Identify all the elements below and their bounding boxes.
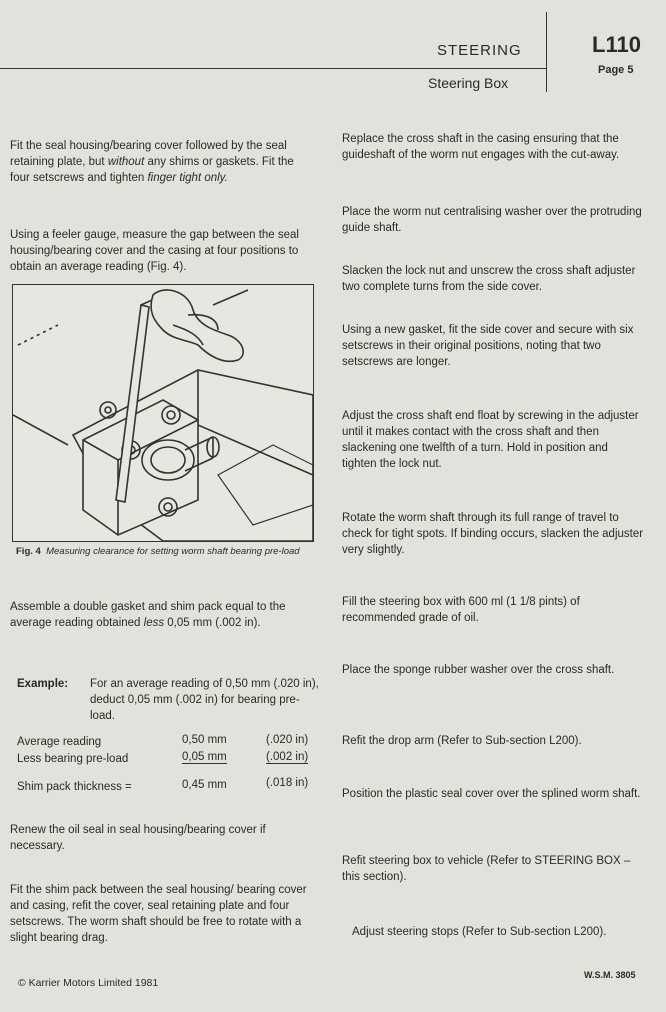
header-divider bbox=[546, 12, 547, 92]
paragraph-step: Adjust the cross shaft end float by screwing in the adjuster until it makes contact with the cross shaft and then slackening one twelfth of a turn. Hold in position and tighten the lock nut. bbox=[342, 410, 639, 470]
subsection-title: Steering Box bbox=[428, 75, 509, 91]
table-row bbox=[17, 781, 132, 793]
copyright-footer: © Karrier Motors Limited 1981 bbox=[18, 977, 159, 989]
figure-4-illustration bbox=[12, 284, 314, 542]
steering-box-drawing bbox=[13, 285, 313, 541]
row-label: Shim pack thickness = bbox=[17, 781, 132, 793]
paragraph-step: Rotate the worm shaft through its full range of travel to check for tight spots. If binding occurs, slacken the adjuster very slightly. bbox=[342, 512, 644, 556]
row-label: Average reading bbox=[17, 736, 102, 748]
table-row bbox=[17, 736, 101, 748]
paragraph-step: Place the worm nut centralising washer over the protruding guide shaft. bbox=[342, 206, 642, 234]
row-inch: (.020 in) bbox=[266, 734, 309, 746]
paragraph-fit-shim-pack: Fit the shim pack between the seal housing/ bearing cover and casing, refit the cover, seal retaining plate and four setscrews. The worm shaft should be free to rotate with a slight bearing drag. bbox=[10, 884, 307, 944]
header-rule bbox=[0, 68, 547, 69]
row-label: Less bearing pre-load bbox=[17, 753, 129, 765]
paragraph-step: Position the plastic seal cover over the splined worm shaft. bbox=[342, 788, 641, 800]
table-row bbox=[17, 753, 128, 765]
paragraph-step: Refit the drop arm (Refer to Sub-section L200). bbox=[342, 735, 582, 747]
paragraph-renew-seal: Renew the oil seal in seal housing/bearing cover if necessary. bbox=[10, 824, 266, 852]
row-mm: 0,50 mm bbox=[182, 734, 227, 746]
row-mm: 0,05 mm bbox=[182, 751, 227, 763]
paragraph-step: Replace the cross shaft in the casing ensuring that the guideshaft of the worm nut engages with the cut-away. bbox=[342, 133, 620, 161]
paragraph-step: Adjust steering stops (Refer to Sub-section L200). bbox=[352, 926, 607, 938]
row-inch: (.018 in) bbox=[266, 777, 309, 789]
paragraph-feeler-gauge: Using a feeler gauge, measure the gap between the seal housing/bearing cover and the casing at four positions to obtain an average reading (Fig. 4). bbox=[10, 229, 299, 273]
paragraph-step: Refit steering box to vehicle (Refer to STEERING BOX – this section). bbox=[342, 855, 631, 883]
manual-reference: W.S.M. 3805 bbox=[584, 970, 636, 980]
page-number: Page 5 bbox=[598, 64, 634, 76]
section-code: L110 bbox=[592, 32, 641, 57]
row-inch: (.002 in) bbox=[266, 751, 309, 763]
paragraph-step: Place the sponge rubber washer over the cross shaft. bbox=[342, 664, 615, 676]
paragraph-step: Slacken the lock nut and unscrew the cross shaft adjuster two complete turns from the side cover. bbox=[342, 265, 636, 293]
example-text: For an average reading of 0,50 mm (.020 in), deduct 0,05 mm (.002 in) for bearing pre-load. bbox=[90, 678, 319, 722]
example-label: Example: bbox=[17, 678, 69, 690]
paragraph-step: Using a new gasket, fit the side cover and secure with six setscrews in their original positions, noting that two setscrews are longer. bbox=[342, 324, 634, 368]
row-mm: 0,45 mm bbox=[182, 779, 227, 791]
section-title: STEERING bbox=[437, 42, 522, 59]
paragraph-assemble-shims: Assemble a double gasket and shim pack equal to the average reading obtained less 0,05 mm (.002 in). bbox=[10, 601, 286, 629]
paragraph-step: Fill the steering box with 600 ml (1 1/8 pints) of recommended grade of oil. bbox=[342, 596, 580, 624]
paragraph-fit-cover: Fit the seal housing/bearing cover followed by the seal retaining plate, but without any shims or gaskets. Fit the four setscrews and tighten finger tight only. bbox=[10, 140, 294, 184]
figure-caption: Fig. 4 Measuring clearance for setting worm shaft bearing pre-load bbox=[16, 546, 300, 557]
